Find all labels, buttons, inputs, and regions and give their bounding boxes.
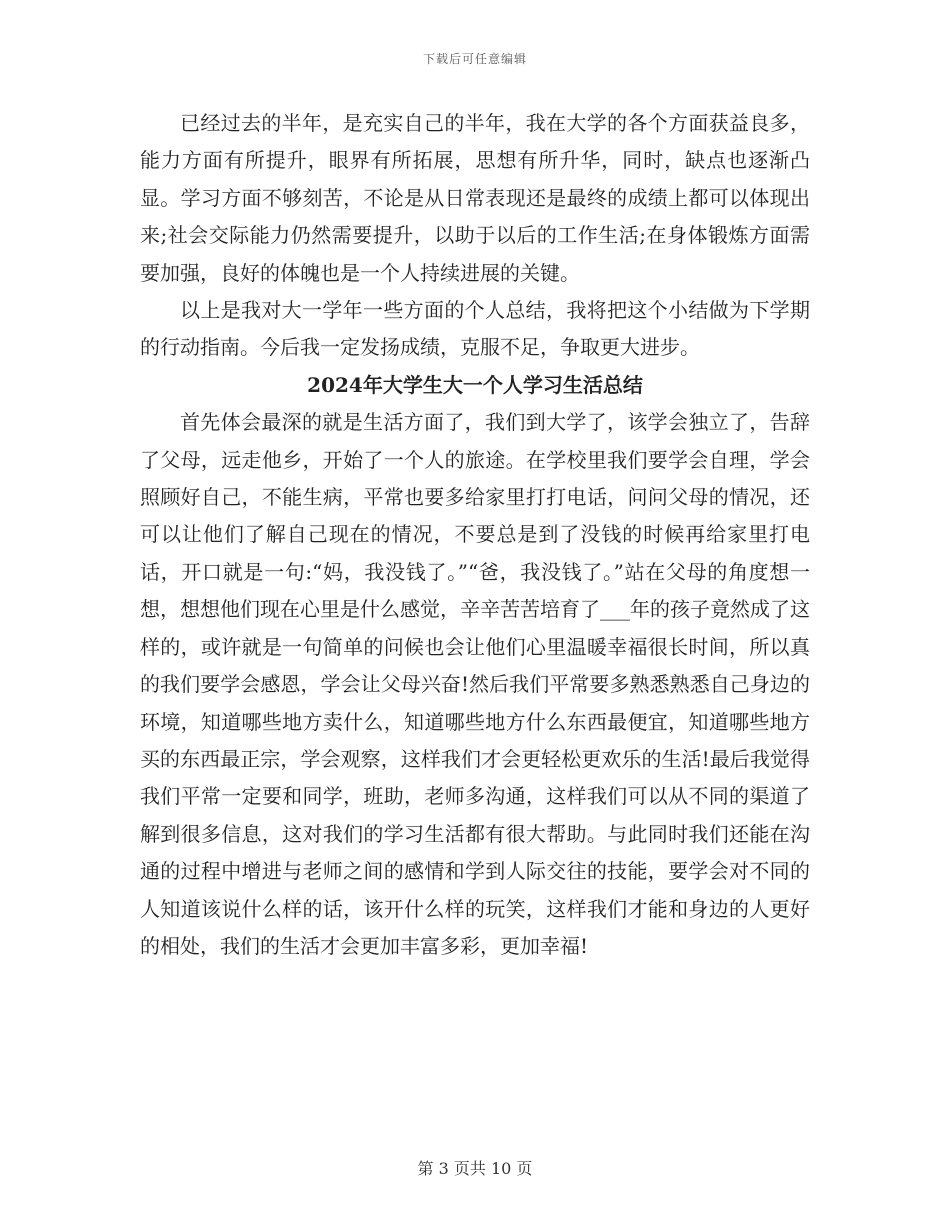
section-title: 2024年大学生大一个人学习生活总结 xyxy=(307,372,643,397)
paragraph-conclusion: 以上是我对大一学年一些方面的个人总结，我将把这个小结做为下学期的行动指南。今后我一定发扬成绩，克服不足，争取更大进步。 xyxy=(140,298,810,360)
page-header: 下载后可任意编辑 xyxy=(422,52,527,66)
document-body xyxy=(140,105,810,965)
page-footer: 第 3 页共 10 页 xyxy=(417,1159,533,1178)
paragraph-life-summary: 首先体会最深的就是生活方面了，我们到大学了，该学会独立了，告辞了父母，远走他乡，开始了一个人的旅途。在学校里我们要学会自理，学会照顾好自己，不能生病，平常也要多给家里打打电话，问问父母的情况，还可以让他们了解自己现在的情况，不要总是到了没钱的时候再给家里打电话，开口就是一句:“妈，我没钱了。”“爸，我没钱了。”站在父母的角度想一想，想想他们现在心里是什么感觉，辛辛苦苦培育了___年的孩子竟然成了这样的，或许就是一句简单的问候也会让他们心里温暖幸福很长时间，所以真的我们要学会感恩，学会让父母兴奋!然后我们平常要多熟悉熟悉自己身边的环境，知道哪些地方卖什么，知道哪些地方什么东西最便宜，知道哪些地方买的东西最正宗，学会观察，这样我们才会更轻松更欢乐的生活!最后我觉得我们平常一定要和同学，班助，老师多沟通，这样我们可以从不同的渠道了解到很多信息，这对我们的学习生活都有很大帮助。与此同时我们还能在沟通的过程中增进与老师之间的感情和学到人际交往的技能，要学会对不同的人知道该说什么样的话，该开什么样的玩笑，这样我们才能和身边的人更好的相处，我们的生活才会更加丰富多彩，更加幸福! xyxy=(140,410,810,958)
paragraph-half-year-review: 已经过去的半年，是充实自己的半年，我在大学的各个方面获益良多，能力方面有所提升，眼界有所拓展，思想有所升华，同时，缺点也逐渐凸显。学习方面不够刻苦，不论是从日常表现还是最终的成绩上都可以体现出来;社会交际能力仍然需要提升，以助于以后的工作生活;在身体锻炼方面需要加强，良好的体魄也是一个人持续进展的关键。 xyxy=(140,111,810,285)
